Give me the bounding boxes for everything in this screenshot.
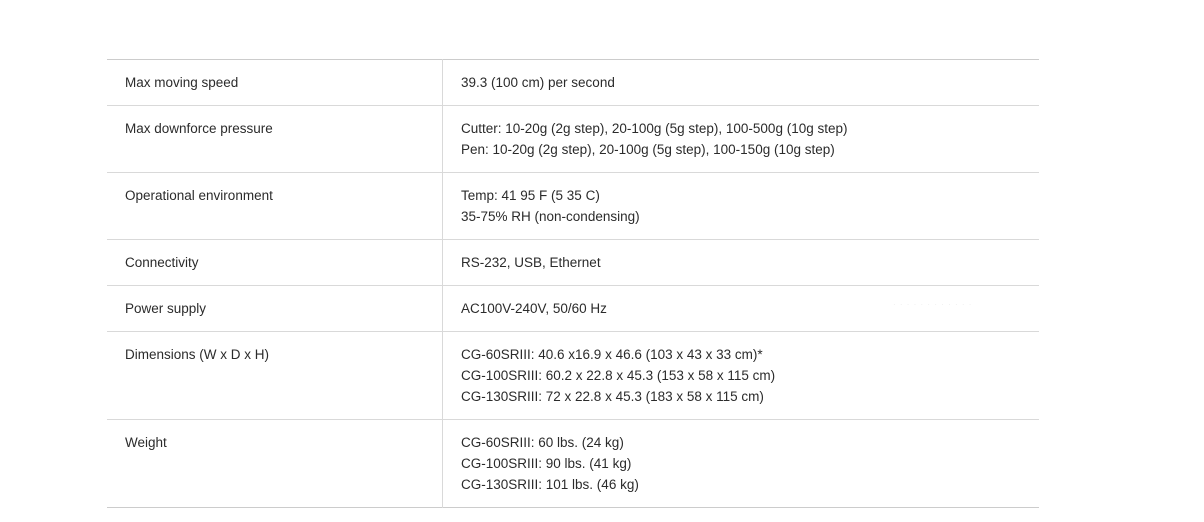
spec-value-line: Cutter: 10-20g (2g step), 20-100g (5g step), 100-500g (10g step) bbox=[461, 121, 848, 136]
table-row bbox=[107, 106, 1039, 173]
spec-value-line: CG-130SRIII: 101 lbs. (46 kg) bbox=[461, 477, 639, 492]
table-row bbox=[107, 173, 1039, 240]
scan-artifact: · · · · · · · · · · · · bbox=[893, 300, 973, 309]
spec-value-line: CG-100SRIII: 90 lbs. (41 kg) bbox=[461, 456, 632, 471]
spec-value bbox=[443, 60, 1040, 106]
spec-value-line: CG-60SRIII: 60 lbs. (24 kg) bbox=[461, 435, 624, 450]
spec-value-line: RS-232, USB, Ethernet bbox=[461, 255, 601, 270]
table-row bbox=[107, 60, 1039, 106]
spec-label: Dimensions (W x D x H) bbox=[107, 332, 443, 420]
table-row bbox=[107, 240, 1039, 286]
spec-value-line: 39.3 (100 cm) per second bbox=[461, 75, 615, 90]
spec-value-line: 35-75% RH (non-condensing) bbox=[461, 209, 640, 224]
spec-value-line: CG-130SRIII: 72 x 22.8 x 45.3 (183 x 58 x 115 cm) bbox=[461, 389, 764, 404]
spec-value bbox=[443, 106, 1040, 173]
spec-label: Max downforce pressure bbox=[107, 106, 443, 173]
spec-label: Operational environment bbox=[107, 173, 443, 240]
spec-value bbox=[443, 240, 1040, 286]
table-row bbox=[107, 332, 1039, 420]
spec-label: Weight bbox=[107, 420, 443, 508]
specifications-table bbox=[107, 59, 1039, 508]
spec-value-line: AC100V-240V, 50/60 Hz bbox=[461, 301, 607, 316]
spec-label: Power supply bbox=[107, 286, 443, 332]
spec-value-line: CG-60SRIII: 40.6 x16.9 x 46.6 (103 x 43 x 33 cm)* bbox=[461, 347, 763, 362]
spec-value-line: CG-100SRIII: 60.2 x 22.8 x 45.3 (153 x 58 x 115 cm) bbox=[461, 368, 776, 383]
spec-value bbox=[443, 173, 1040, 240]
spec-value bbox=[443, 332, 1040, 420]
spec-label: Max moving speed bbox=[107, 60, 443, 106]
specifications-table-body bbox=[107, 60, 1039, 508]
spec-value-line: Pen: 10-20g (2g step), 20-100g (5g step), 100-150g (10g step) bbox=[461, 142, 835, 157]
spec-label: Connectivity bbox=[107, 240, 443, 286]
table-row bbox=[107, 420, 1039, 508]
spec-value-line: Temp: 41 95 F (5 35 C) bbox=[461, 188, 600, 203]
spec-value bbox=[443, 420, 1040, 508]
